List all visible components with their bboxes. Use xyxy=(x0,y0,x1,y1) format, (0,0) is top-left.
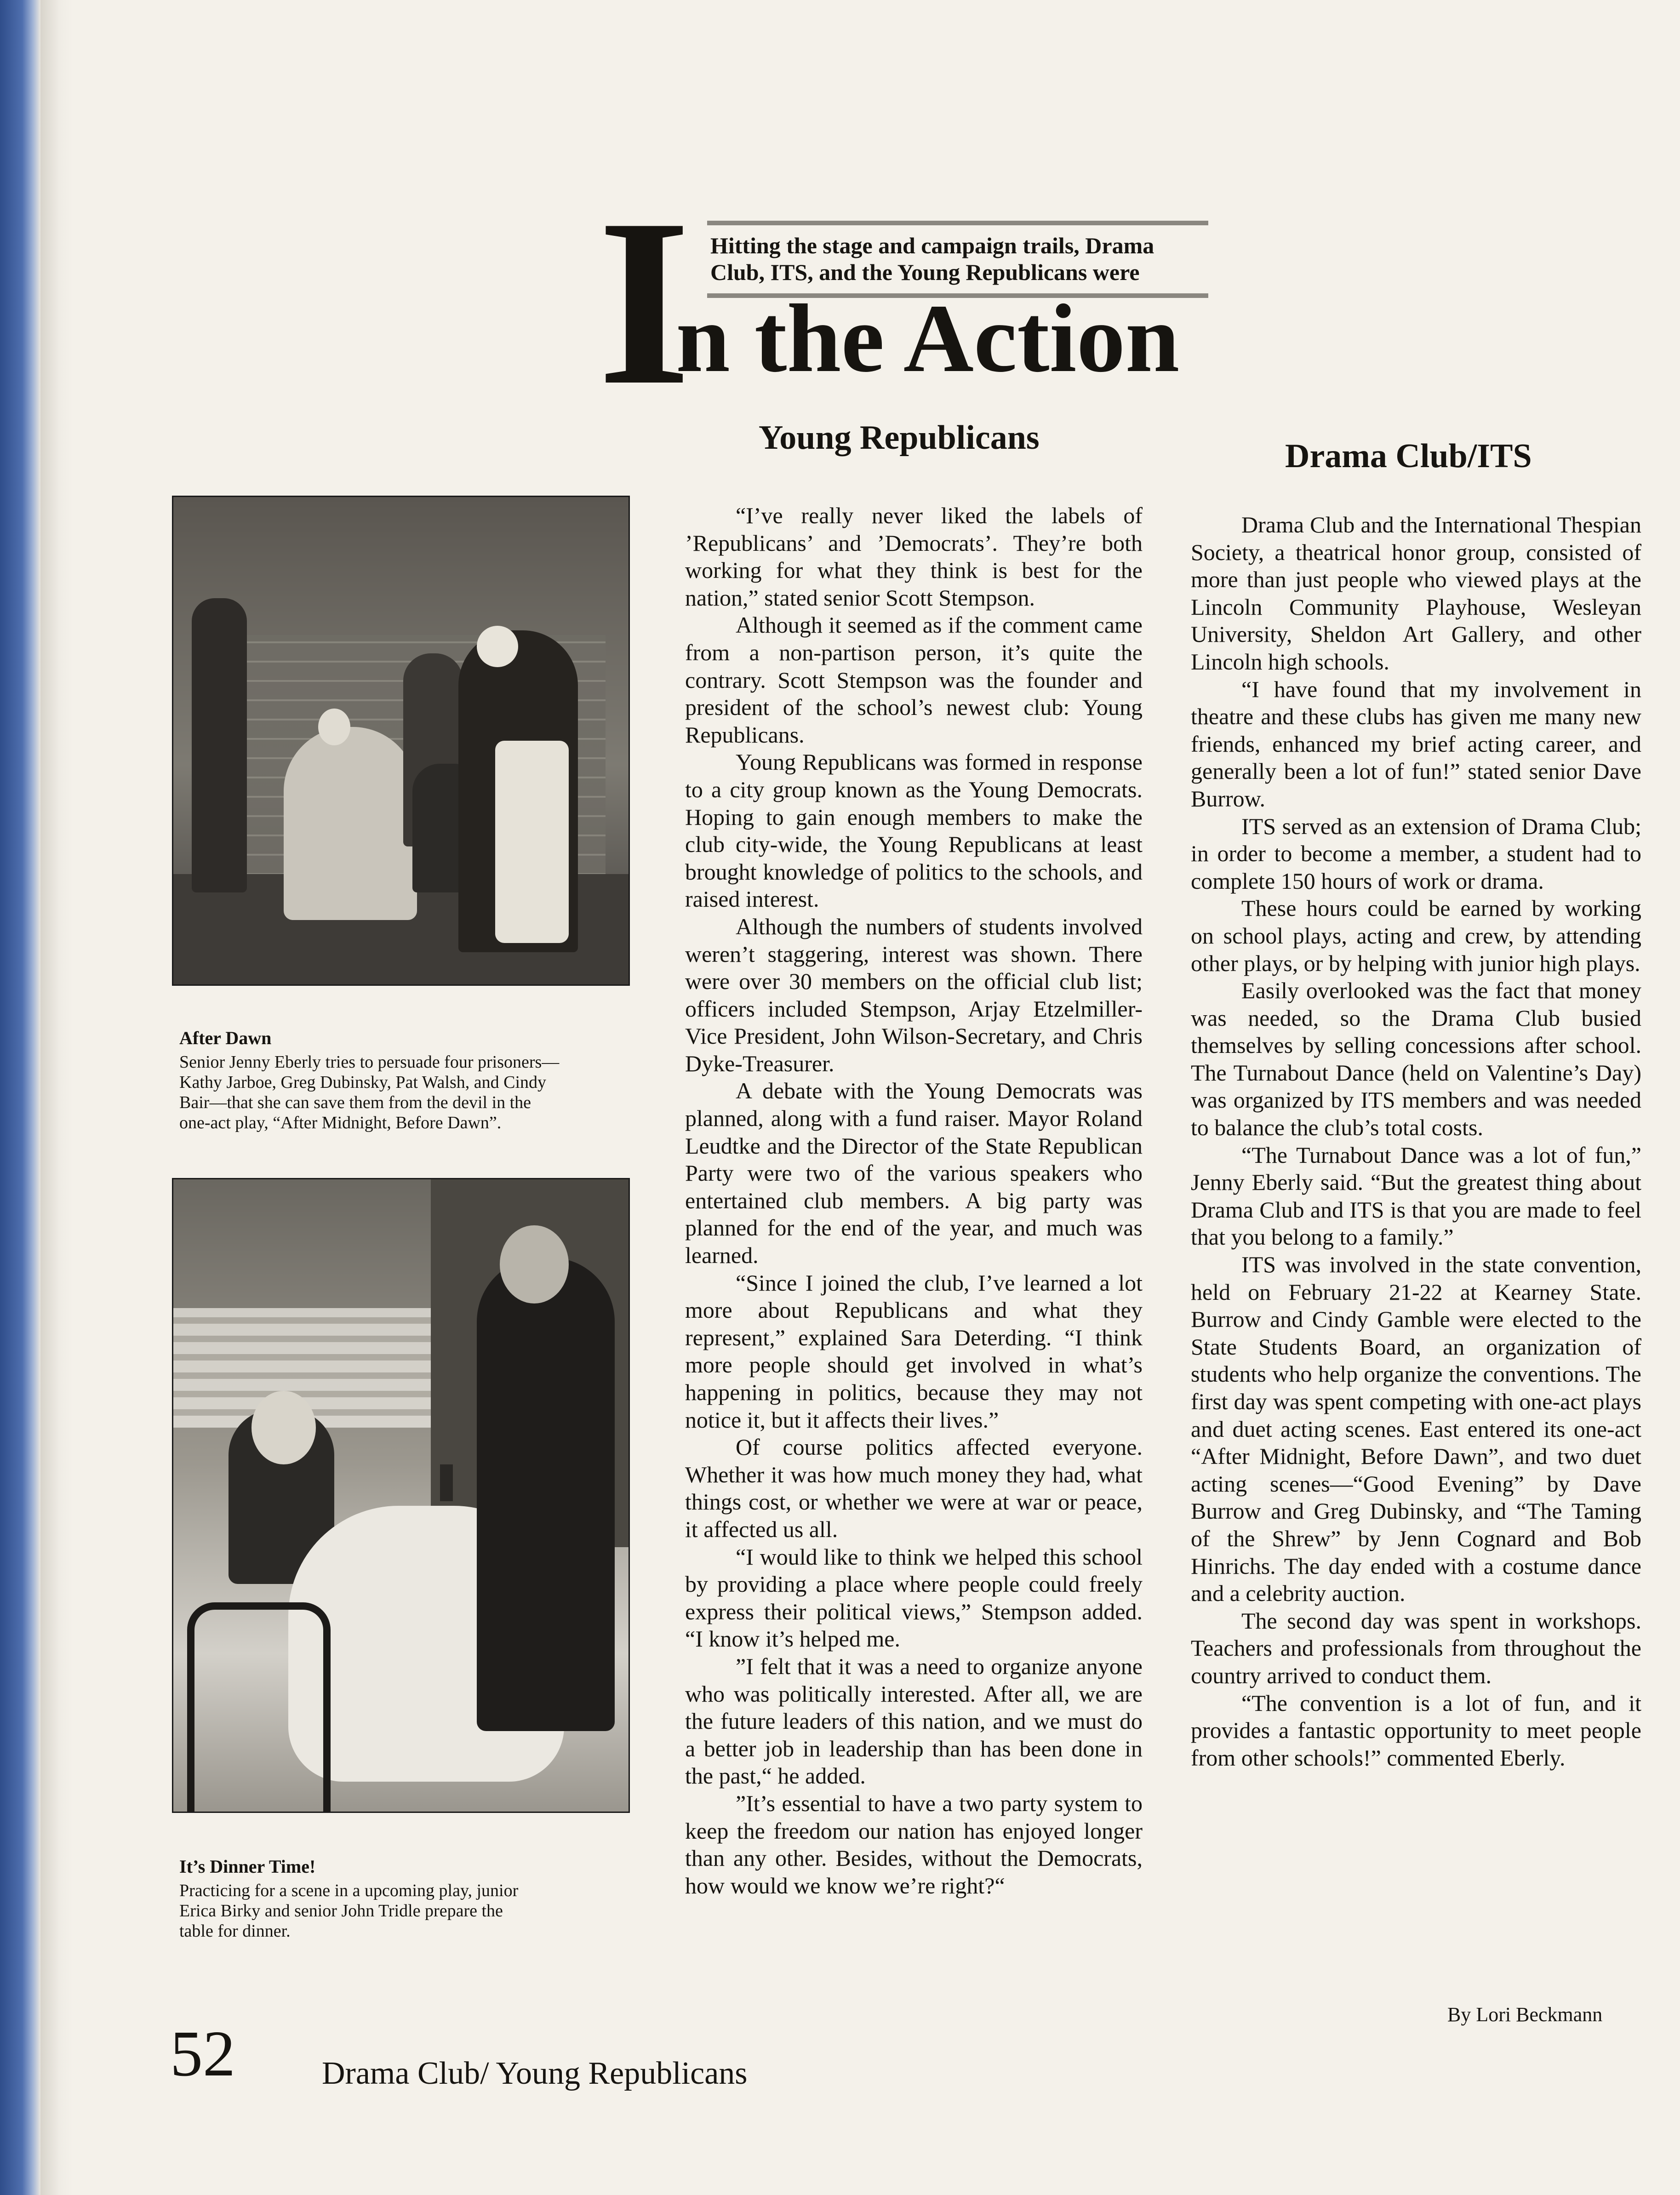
article-paragraph: These hours could be earned by working on school plays, acting and crew, by attending other plays, or by helping with junior high plays. xyxy=(1191,895,1641,976)
article-paragraph: The second day was spent in workshops. Teachers and professionals from throughout the country arrived to conduct them. xyxy=(1191,1607,1641,1688)
photo-after-dawn xyxy=(172,496,630,986)
article-column-drama-club xyxy=(1191,511,1641,1772)
article-paragraph: “The convention is a lot of fun, and it provides a fantastic opportunity to meet people from other schools!” commented Eberly. xyxy=(1191,1690,1641,1771)
caption-line: Practicing for a scene in a upcoming play, junior xyxy=(179,1881,519,1900)
intro-line: Hitting the stage and campaign trails, Drama xyxy=(710,233,1154,258)
article-paragraph: Drama Club and the International Thespian Society, a theatrical honor group, consisted of more than just people who viewed plays at the Lincoln Community Playhouse, Wesleyan University, Sheldon Art Gallery, and other Lincoln high schools. xyxy=(1191,512,1641,675)
section-heading-young-republicans: Young Republicans xyxy=(759,419,1040,457)
intro-line: Club, ITS, and the Young Republicans were xyxy=(710,259,1140,285)
caption-line: Kathy Jarboe, Greg Dubinsky, Pat Walsh, and Cindy xyxy=(179,1073,546,1092)
article-column-young-republicans xyxy=(685,502,1143,1899)
photo-caption-title: After Dawn xyxy=(179,1028,272,1048)
article-paragraph: ”I felt that it was a need to organize anyone who was politically interested. After all, we are the future leaders of this nation, and we must do a better job in leadership than has been done in the past,“ he added. xyxy=(685,1653,1143,1789)
article-paragraph: “I have found that my involvement in theatre and these clubs has given me many new friends, enhanced my brief acting career, and generally been a lot of fun!” stated senior Dave Burrow. xyxy=(1191,676,1641,812)
page-footer-section: Drama Club/ Young Republicans xyxy=(322,2056,748,2091)
photo-dinner-time xyxy=(172,1178,630,1813)
photo-caption xyxy=(179,1881,639,1941)
article-paragraph: ITS served as an extension of Drama Club; in order to become a member, a student had to complete 150 hours of work or drama. xyxy=(1191,813,1641,894)
page-title: n the Action xyxy=(676,284,1180,392)
article-paragraph: Of course politics affected everyone. Whether it was how much money they had, what things cost, or whether we were at war or peace, it affected us all. xyxy=(685,1434,1143,1542)
caption-line: Bair—that she can save them from the devil in the xyxy=(179,1093,531,1112)
caption-line: Senior Jenny Eberly tries to persuade four prisoners— xyxy=(179,1052,560,1072)
intro-text xyxy=(710,232,1202,286)
article-paragraph: “The Turnabout Dance was a lot of fun,” Jenny Eberly said. “But the greatest thing about Drama Club and ITS is that you are made to feel that you belong to a family.” xyxy=(1191,1142,1641,1250)
article-paragraph: A debate with the Young Democrats was planned, along with a fund raiser. Mayor Roland Leudtke and the Director of the State Republican Party were two of the various speakers who entertained club members. A big party was planned for the end of the year, and much was learned. xyxy=(685,1078,1143,1269)
article-paragraph: ITS was involved in the state convention, held on February 21-22 at Kearney State. Burrow and Cindy Gamble were elected to the State Students Board, an organization of students who help organize the conventions. The first day was spent competing with one-act plays and duet acting scenes. East entered its one-act “After Midnight, Before Dawn”, and two duet acting scenes—“Good Evening” by Dave Burrow and Greg Dubinsky, and “The Taming of the Shrew” by Jenn Cognard and Bob Hinrichs. The day ended with a costume dance and a celebrity auction. xyxy=(1191,1252,1641,1606)
article-paragraph: “I would like to think we helped this school by providing a place where people could freely express their political views,” Stempson added. “I know it’s helped me. xyxy=(685,1543,1143,1652)
book-edge xyxy=(0,0,40,2195)
article-paragraph: Although it seemed as if the comment came from a non-partison person, it’s quite the contrary. Scott Stempson was the founder and president of the school’s newest club: Young Republicans. xyxy=(685,612,1143,748)
caption-line: one-act play, “After Midnight, Before Dawn”. xyxy=(179,1113,502,1132)
article-paragraph: ”It’s essential to have a two party system to keep the freedom our nation has enjoyed longer than any other. Besides, without the Democrats, how would we know we’re right?“ xyxy=(685,1790,1143,1898)
article-paragraph: Easily overlooked was the fact that money was needed, so the Drama Club busied themselves by selling concessions after school. The Turnabout Dance (held on Valentine’s Day) was organized by ITS members and was needed to balance the club’s total costs. xyxy=(1191,977,1641,1141)
photo-caption-title: It’s Dinner Time! xyxy=(179,1856,316,1877)
byline: By Lori Beckmann xyxy=(1447,2003,1603,2026)
photo-caption xyxy=(179,1052,639,1133)
article-paragraph: “Since I joined the club, I’ve learned a lot more about Republicans and what they represent,” explained Sara Deterding. “I think more people should get involved in what’s happening in politics, because they may not notice it, but it affects their lives.” xyxy=(685,1269,1143,1433)
drop-letter: I xyxy=(598,170,691,434)
caption-line: table for dinner. xyxy=(179,1921,291,1941)
article-paragraph: Although the numbers of students involved weren’t staggering, interest was shown. There were over 30 members on the official club list; officers included Stempson, Arjay Etzelmiller-Vice President, John Wilson-Secretary, and Chris Dyke-Treasurer. xyxy=(685,913,1143,1076)
page-number: 52 xyxy=(170,2017,235,2090)
article-paragraph: “I’ve really never liked the labels of ’Republicans’ and ’Democrats’. They’re both working for what they think is best for the nation,” stated senior Scott Stempson. xyxy=(685,503,1143,611)
section-heading-drama-club: Drama Club/ITS xyxy=(1285,437,1532,475)
article-paragraph: Young Republicans was formed in response to a city group known as the Young Democrats. Hoping to gain enough members to make the club city-wide, the Young Republicans at least brought knowledge of politics to the schools, and raised interest. xyxy=(685,749,1143,912)
page-binding xyxy=(40,0,73,2195)
caption-line: Erica Birky and senior John Tridle prepare the xyxy=(179,1901,503,1921)
header-rule-top xyxy=(707,221,1208,225)
